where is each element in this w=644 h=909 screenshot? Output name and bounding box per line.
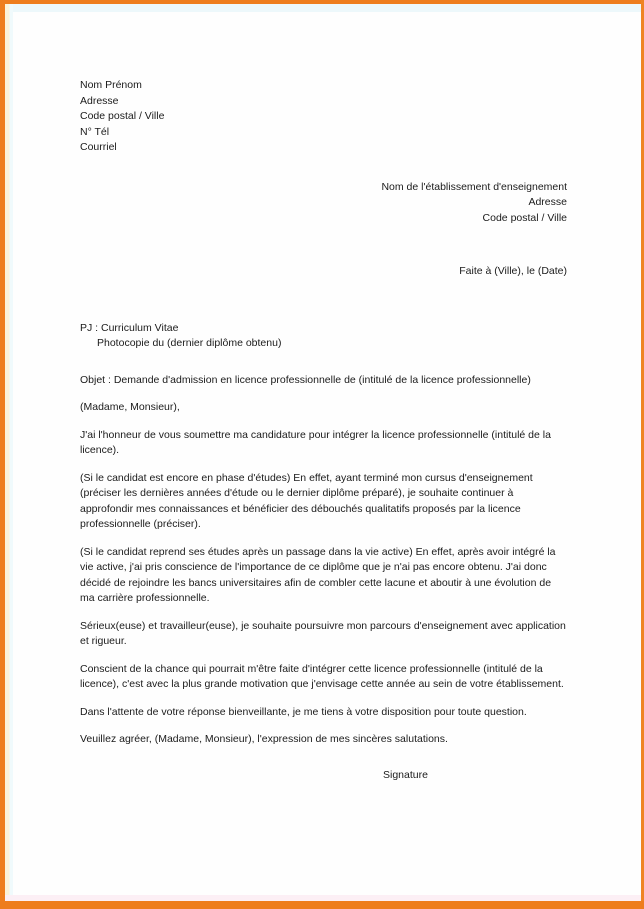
paragraph-qualites: Sérieux(euse) et travailleur(euse), je souhaite poursuivre mon parcours d'enseignement avec application et rigueur. xyxy=(80,619,566,647)
frame-inner-glow-left xyxy=(5,4,13,901)
subject-line: Objet : Demande d'admission en licence professionnelle de (intitulé de la licence professionnelle) xyxy=(80,373,531,386)
frame-inner-glow-top xyxy=(12,4,641,12)
attachments-line-cv: PJ : Curriculum Vitae xyxy=(80,321,179,334)
recipient-address-block xyxy=(80,180,567,227)
sender-postal-city: Code postal / Ville xyxy=(80,110,165,122)
paragraph-attente-reponse: Dans l'attente de votre réponse bienveillante, je me tiens à votre disposition pour toute question. xyxy=(80,705,527,718)
sender-address-block xyxy=(80,78,567,156)
attachments-line-diploma: Photocopie du (dernier diplôme obtenu) xyxy=(97,337,282,349)
recipient-street: Adresse xyxy=(528,196,567,208)
paragraph-reprise-etudes: (Si le candidat reprend ses études après un passage dans la vie active) En effet, après avoir intégré la vie active, j'ai pris conscience de l'importance de ce diplôme que je n'ai pas encore obtenu. J'ai donc décidé de rejoindre les bancs universitaires afin de combler cette lacune et aboutir à une évolution de ma carrière professionnelle. xyxy=(80,545,556,604)
paragraph-candidature: J'ai l'honneur de vous soumettre ma candidature pour intégrer la licence professionnelle (intitulé de la licence). xyxy=(80,428,551,456)
attachments-block xyxy=(80,321,567,352)
signature-label: Signature xyxy=(383,768,428,781)
sender-name: Nom Prénom xyxy=(80,79,142,91)
recipient-name: Nom de l'établissement d'enseignement xyxy=(381,180,567,193)
paragraph-motivation: Conscient de la chance qui pourrait m'être faite d'intégrer cette licence professionnelle (intitulé de la licence), c'est avec la plus grande motivation que j'envisage cette année au sein de votre établissement. xyxy=(80,662,564,690)
letter-content xyxy=(80,78,567,783)
sender-street: Adresse xyxy=(80,94,119,107)
salutation: (Madame, Monsieur), xyxy=(80,401,180,413)
place-date-line: Faite à (Ville), le (Date) xyxy=(459,265,567,277)
frame-border-bottom xyxy=(0,901,644,909)
sender-email: Courriel xyxy=(80,141,117,153)
paragraph-formule-politesse: Veuillez agréer, (Madame, Monsieur), l'expression de mes sincères salutations. xyxy=(80,733,448,745)
recipient-postal-city: Code postal / Ville xyxy=(482,211,567,224)
paragraph-etudiant: (Si le candidat est encore en phase d'études) En effet, ayant terminé mon cursus d'enseignement (préciser les dernières années d'étude ou le dernier diplôme préparé), je souhaite continuer à approfondir mes connaissances et bénéficier des débouchés qualitatifs proposés par la licence professionnelle (préciser). xyxy=(80,471,533,530)
sender-phone: N° Tél xyxy=(80,125,110,138)
